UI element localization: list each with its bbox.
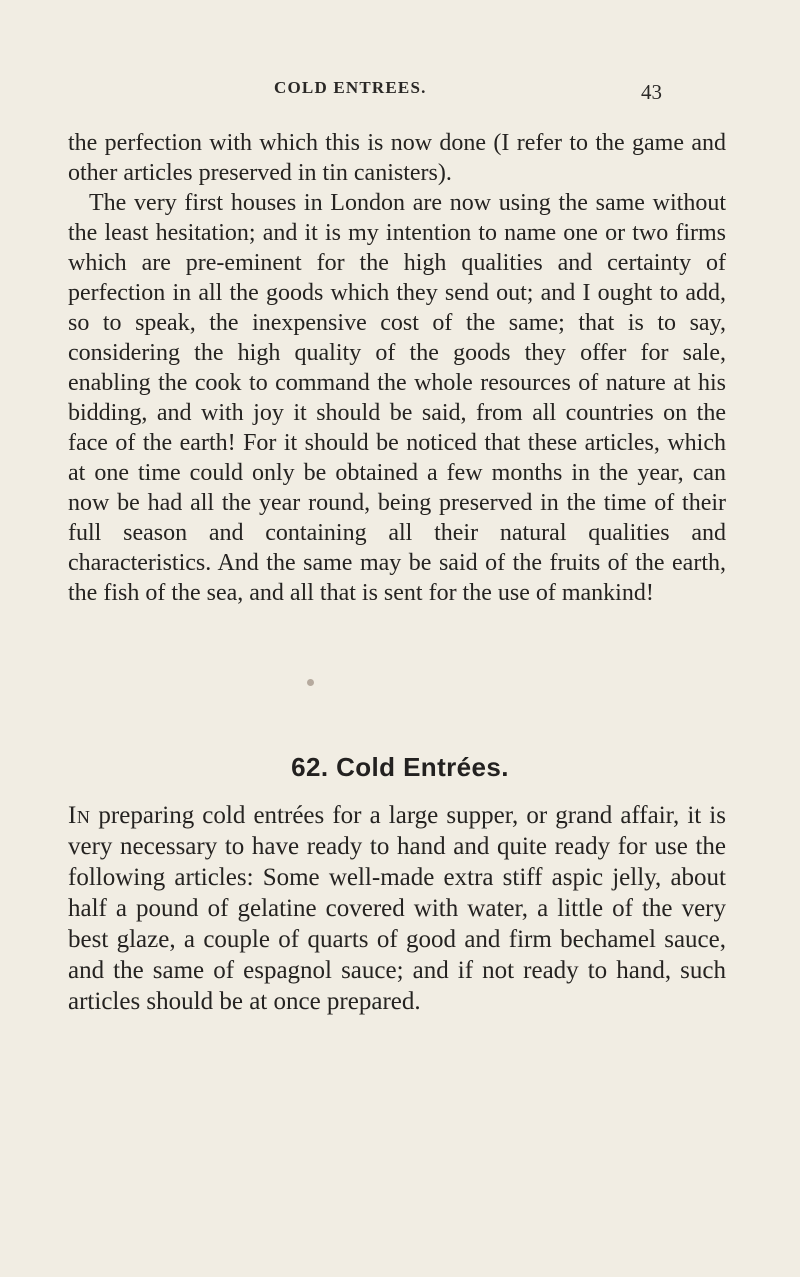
ink-speck [307,679,314,686]
body-text-upper [68,128,726,608]
section-body: preparing cold entrées for a large supper, or grand affair, it is very necessary to have ready to hand and quite ready for use the following articles: Some well-made extra stiff aspic jelly, about half a pound of gelatine covered with water, a little of the very best glaze, a couple of quarts of good and firm bechamel sauce, and the same of espagnol sauce; and if not ready to hand, such articles should be at once prepared. [68,802,726,1015]
section-heading: 62. Cold Entrées. [291,752,509,782]
body-text-lower [68,800,726,1017]
paragraph-london-houses: The very first houses in London are now using the same without the least hesitation; and it is my intention to name one or two firms which are pre-eminent for the high qualities and certainty of perfection in all the goods which they send out; and I ought to add, so to speak, the inexpensive cost of the same; that is to say, considering the high quality of the goods they offer for sale, enabling the cook to command the whole resources of nature at his bidding, and with joy it should be said, from all countries on the face of the earth! For it should be noticed that these articles, which at one time could only be obtained a few months in the year, can now be had all the year round, being preserved in the time of their full season and containing all their natural qualities and characteristics. And the same may be said of the fruits of the earth, the fish of the sea, and all that is sent for the use of mankind! [68,190,726,606]
running-title: COLD ENTREES. [274,78,427,97]
running-header [0,78,800,108]
section-paragraph [68,800,726,1017]
paragraph-continuation: the perfection with which this is now done (I refer to the game and other articles preserved in tin canisters). [68,130,726,186]
page-number: 43 [641,80,662,104]
section-lead-word: In [68,802,91,829]
